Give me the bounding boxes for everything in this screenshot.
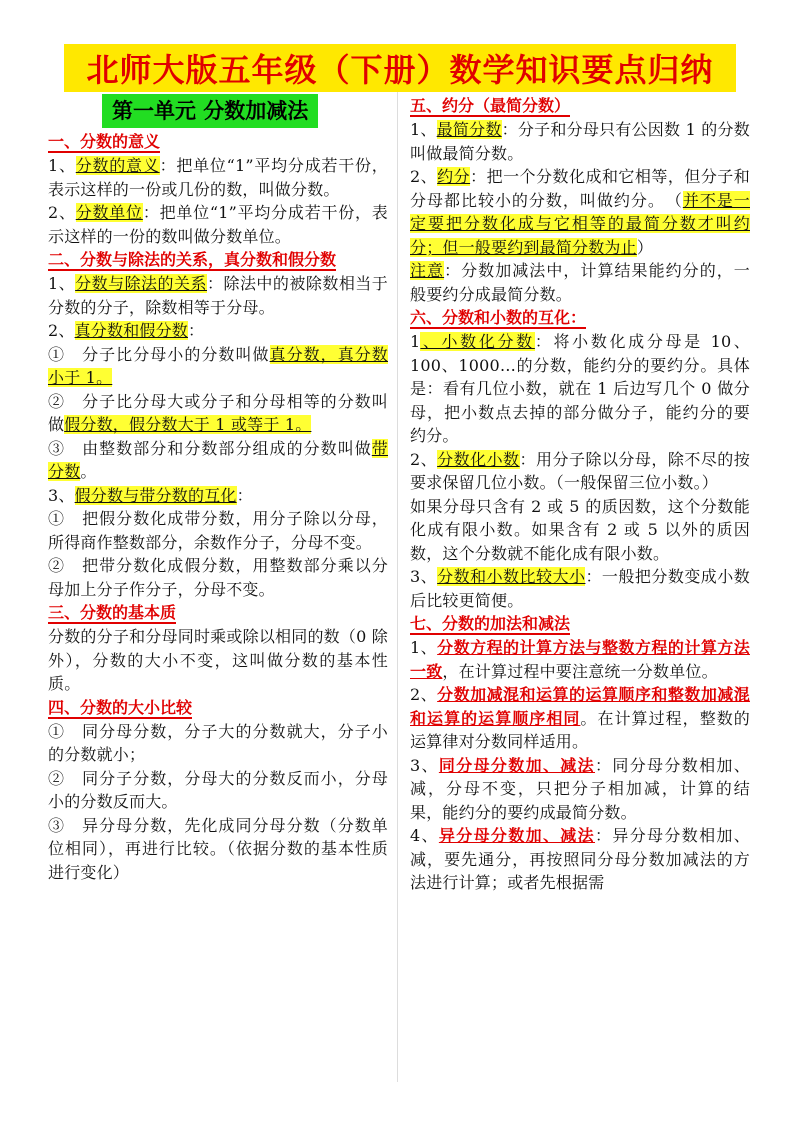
paragraph	[410, 683, 750, 754]
paragraph	[48, 437, 388, 484]
paragraph: ① 同分母分数，分子大的分数就大，分子小的分数就小；	[48, 721, 388, 764]
section-heading-3	[48, 601, 388, 625]
text: ，在计算过程中要注意统一分数单位。	[442, 661, 718, 681]
paragraph: 如果分母只含有 2 或 5 的质因数，这个分数能化成有限小数。如果含有 2 或 5 以外的质因数，这个分数就不能化成有限小数。	[410, 496, 750, 563]
text: 2、	[410, 167, 438, 186]
keyword: 最简分数	[436, 120, 502, 139]
paragraph: ① 把假分数化成带分数，用分子除以分母，所得商作整数部分，余数作分子，分母不变。	[48, 509, 388, 552]
keyword: 真分数和假分数	[74, 321, 188, 340]
text: 3、	[410, 567, 438, 586]
paragraph	[410, 448, 750, 495]
left-column	[48, 94, 388, 884]
page-title: 北师大版五年级（下册）数学知识要点归纳	[86, 51, 714, 89]
unit-title: 第一单元 分数加减法	[102, 94, 318, 128]
text: 。在计算过程，整数的运算律对分数同样适用。	[410, 708, 750, 751]
right-column	[410, 94, 750, 895]
keyword: 带分数	[48, 438, 388, 481]
text: ：同分母分数相加、减，分母不变，只把分子相加减，计算的结果，能约分的要约成最简分数。	[410, 755, 750, 822]
text: 1、	[48, 156, 76, 175]
text: ：把单位“1”平均分成若干份，表示这样的一份的数叫做分数单位。	[48, 203, 388, 246]
paragraph: 分数的分子和分母同时乘或除以相同的数（0 除外），分数的大小不变，这叫做分数的基本性质。	[48, 627, 388, 693]
text: 2、	[48, 321, 75, 340]
text: ：	[236, 485, 253, 505]
text: ：	[188, 321, 205, 340]
text: ：除法中的被除数相当于分数的分子，除数相等于分母。	[48, 274, 388, 317]
title-banner	[64, 44, 736, 92]
keyword: 约分	[437, 167, 471, 186]
section-heading-text: 七、分数的加法和减法	[410, 614, 571, 633]
section-heading-text: 一、分数的意义	[48, 132, 161, 151]
section-heading-7	[410, 612, 750, 636]
paragraph	[48, 154, 388, 201]
paragraph	[48, 484, 388, 508]
text: ：把一个分数化成和它相等，但分子和分母都比较小的分数，叫做约分。 （	[410, 167, 750, 210]
section-heading-text: 二、分数与除法的关系，真分数和假分数	[48, 250, 337, 269]
text: 1、	[410, 638, 438, 657]
paragraph	[48, 272, 388, 319]
paragraph	[48, 201, 388, 248]
red-keyword: 同分母分数加、减法	[438, 755, 595, 775]
paragraph	[410, 565, 750, 612]
text: 3、	[48, 485, 75, 505]
section-heading-text: 五、约分（最简分数）	[410, 96, 571, 115]
section-heading-text: 三、分数的基本质	[48, 603, 177, 622]
column-divider	[397, 92, 398, 1082]
paragraph: ② 同分子分数，分母大的分数反而小，分母小的分数反而大。	[48, 768, 388, 811]
text: ③ 由整数部分和分数部分组成的分数叫做	[48, 438, 372, 458]
keyword: 并不是一定要把分数化成与它相等的最简分数才叫约分；但一般要约到最简分数为止	[410, 190, 750, 257]
keyword: 真分数，真分数小于 1。	[48, 344, 388, 387]
text: 2、	[410, 449, 438, 469]
section-heading-4	[48, 696, 388, 720]
keyword: 分数和小数比较大小	[437, 567, 586, 586]
red-keyword: 异分母分数加、减法	[438, 826, 595, 845]
red-keyword: 分数加减混和运算的运算顺序和整数加减混和运算的运算顺序相同	[410, 685, 750, 728]
text: 4、	[410, 826, 439, 845]
section-heading-6	[410, 306, 750, 330]
text: 2、	[48, 203, 76, 222]
text: ：分子和分母只有公因数 1 的分数叫做最简分数。	[410, 120, 750, 163]
text: ：一般把分数变成小数后比较更简便。	[410, 567, 750, 610]
keyword: 分数与除法的关系	[75, 274, 207, 293]
text: 1、	[48, 274, 76, 293]
paragraph: ③ 异分母分数，先化成同分母分数（分数单位相同），再进行比较。（依据分数的基本性质进行变化）	[48, 815, 388, 882]
paragraph	[48, 319, 388, 343]
keyword: 假分数与带分数的互化	[74, 485, 237, 505]
section-heading-text: 四、分数的大小比较	[48, 697, 193, 717]
text: ：异分母分数相加、减，要先通分，再按照同分母分数加减法的方法进行计算；或者先根据需	[410, 826, 750, 892]
section-heading-1	[48, 130, 388, 154]
section-heading-text: 六、分数和小数的互化：	[410, 308, 587, 327]
paragraph	[410, 165, 750, 259]
text: ：将小数化成分母是 10、100、1000…的分数，能约分的要约分。具体是：看有几位小数，就在 1 后边写几个 0 做分母，把小数点去掉的部分做分子，能约分的要约分。	[410, 332, 750, 445]
text: ：用分子除以分母，除不尽的按要求保留几位小数。（一般保留三位小数。）	[410, 449, 750, 492]
text: 1、	[410, 120, 437, 139]
keyword: 、小数化分数	[420, 332, 535, 351]
text: 1	[410, 332, 421, 351]
text: ① 分子比分母小的分数叫做	[48, 344, 270, 364]
text: ）	[636, 237, 654, 257]
text: 2、	[410, 685, 438, 704]
section-heading-5	[410, 94, 750, 118]
text: ：把单位“1”平均分成若干份，表示这样的一份或几份的数，叫做分数。	[48, 156, 388, 199]
paragraph: ② 把带分数化成假分数，用整数部分乘以分母加上分子作分子，分母不变。	[48, 556, 388, 599]
paragraph	[410, 754, 750, 825]
paragraph	[410, 259, 750, 306]
paragraph	[410, 118, 750, 165]
keyword: 假分数，假分数大于 1 或等于 1。	[64, 415, 312, 434]
keyword: 分数单位	[75, 203, 143, 222]
paragraph	[410, 636, 750, 683]
paragraph	[410, 330, 750, 448]
keyword: 分数化小数	[437, 449, 520, 469]
paragraph	[48, 390, 388, 437]
section-heading-2	[48, 248, 388, 272]
keyword: 注意	[410, 261, 445, 280]
text: ② 分子比分母大或分子和分母相等的分数叫做	[48, 391, 388, 434]
paragraph	[410, 824, 750, 895]
text: ：分数加减法中，计算结果能约分的，一般要约分成最简分数。	[410, 261, 750, 304]
text: 。	[80, 462, 97, 481]
paragraph	[48, 343, 388, 390]
red-keyword: 分数方程的计算方法与整数方程的计算方法一致	[410, 638, 750, 681]
keyword: 分数的意义	[75, 156, 160, 175]
text: 3、	[410, 755, 439, 775]
